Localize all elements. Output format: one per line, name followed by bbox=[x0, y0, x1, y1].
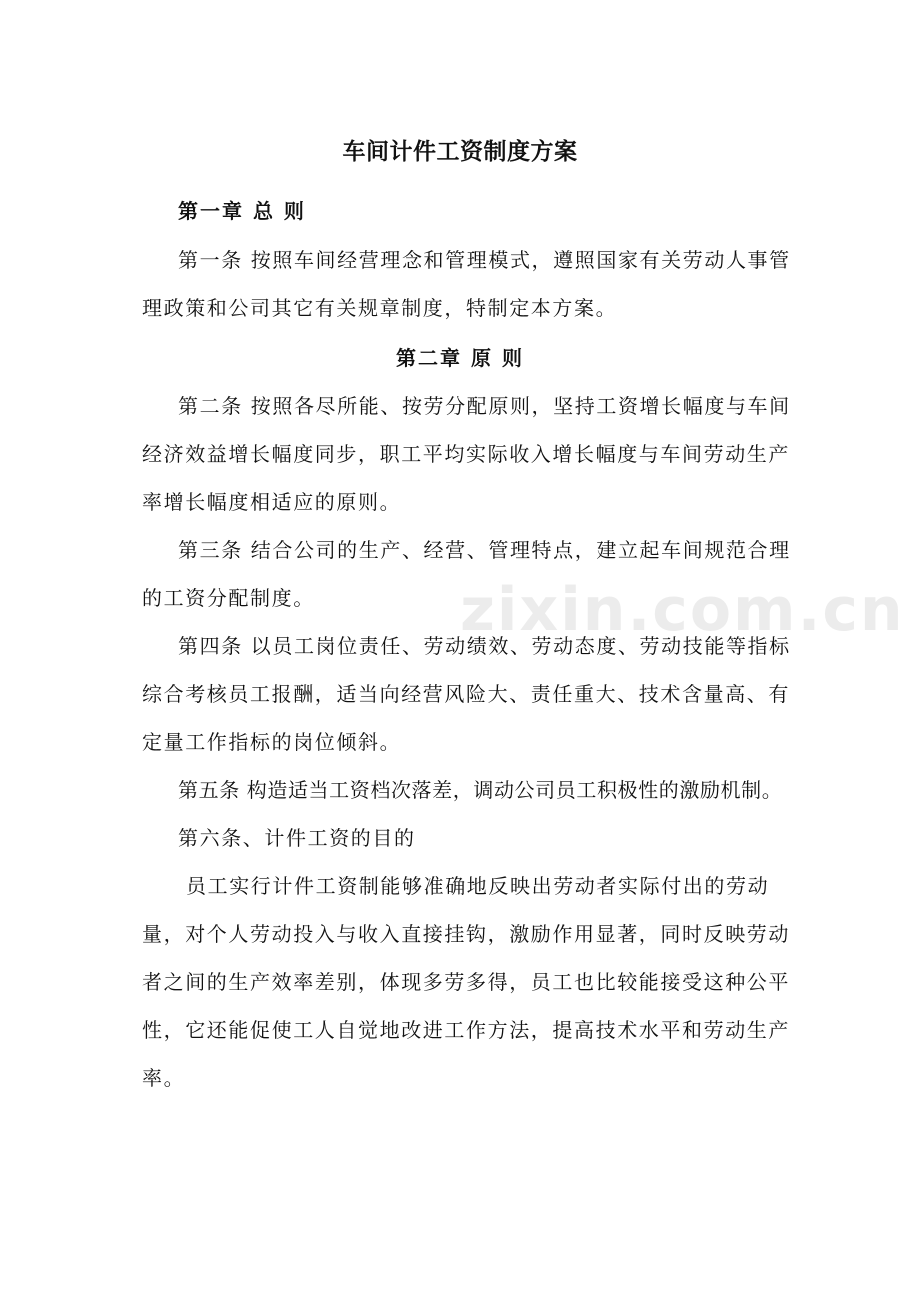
body-line: 员工实行计件工资制能够准确地反映出劳动者实际付出的劳动 bbox=[186, 874, 770, 898]
body-line: 第二条 按照各尽所能、按劳分配原则，坚持工资增长幅度与车间 bbox=[178, 394, 791, 418]
body-line: 理政策和公司其它有关规章制度，特制定本方案。 bbox=[142, 296, 618, 320]
body-line: 第五条 构造适当工资档次落差，调动公司员工积极性的激励机制。 bbox=[178, 778, 783, 802]
body-line: 第一条 按照车间经营理念和管理模式，遵照国家有关劳动人事管 bbox=[178, 248, 791, 272]
body-line: 第六条、计件工资的目的 bbox=[178, 826, 416, 850]
body-line: 的工资分配制度。 bbox=[142, 586, 315, 610]
body-line: 第三条 结合公司的生产、经营、管理特点，建立起车间规范合理 bbox=[178, 538, 791, 562]
body-line: 性，它还能促使工人自觉地改进工作方法，提高技术水平和劳动生产 bbox=[142, 1018, 790, 1042]
document-title: 车间计件工资制度方案 bbox=[342, 139, 578, 165]
chapter-1-heading: 第一章 总 则 bbox=[178, 199, 306, 223]
body-line: 者之间的生产效率差别，体现多劳多得，员工也比较能接受这种公平 bbox=[142, 970, 790, 994]
watermark: zixin.com.cn bbox=[460, 575, 905, 645]
body-line: 定量工作指标的岗位倾斜。 bbox=[142, 730, 402, 754]
body-line: 综合考核员工报酬，适当向经营风险大、责任重大、技术含量高、有 bbox=[142, 682, 790, 706]
body-line: 第四条 以员工岗位责任、劳动绩效、劳动态度、劳动技能等指标 bbox=[178, 634, 791, 658]
body-line: 率。 bbox=[142, 1066, 186, 1090]
body-line: 率增长幅度相适应的原则。 bbox=[142, 490, 402, 514]
body-line: 量，对个人劳动投入与收入直接挂钩，激励作用显著，同时反映劳动 bbox=[142, 922, 790, 946]
chapter-2-heading: 第二章 原 则 bbox=[396, 346, 524, 370]
body-line: 经济效益增长幅度同步，职工平均实际收入增长幅度与车间劳动生产 bbox=[142, 442, 790, 466]
